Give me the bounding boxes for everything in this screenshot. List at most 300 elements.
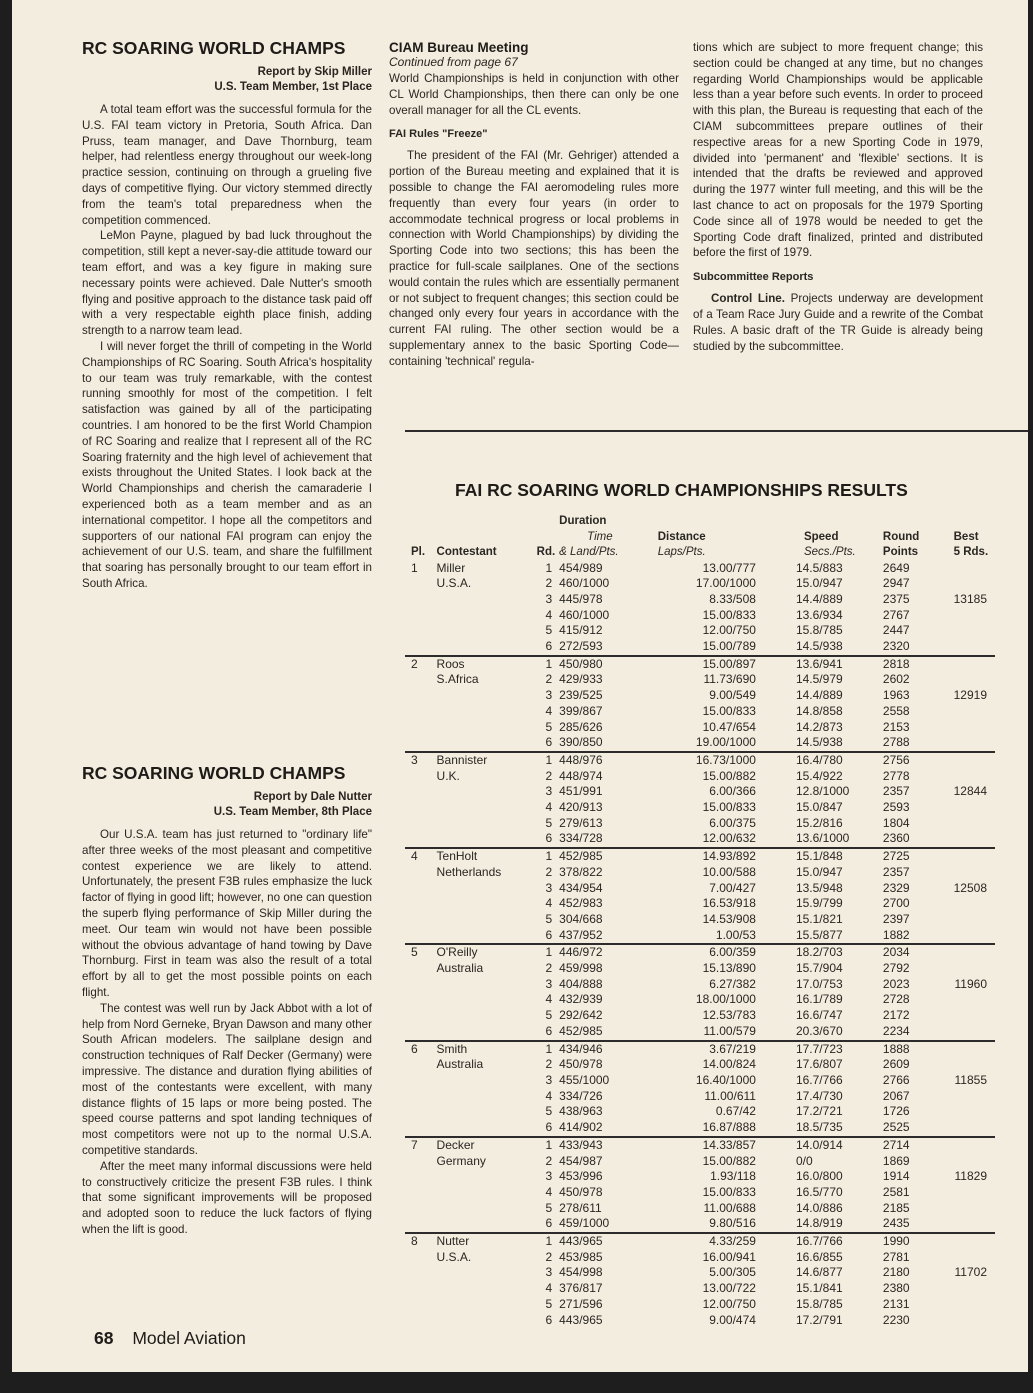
- best-five-cell: [954, 1250, 995, 1266]
- distance-cell: 15.13/890: [702, 961, 756, 976]
- round-cell: 3: [545, 591, 553, 606]
- speed-cell: 0/0: [795, 1153, 813, 1168]
- contestant-cell: [437, 704, 531, 720]
- contestant-cell: U.S.A.: [436, 576, 472, 591]
- round-points-cell: 2728: [882, 992, 910, 1007]
- round-points-cell: 2947: [882, 576, 910, 591]
- round-cell: 5: [545, 815, 553, 830]
- place-cell: 1: [411, 560, 418, 575]
- round-cell: 6: [530, 1024, 559, 1041]
- speed-cell: 16.0/800: [795, 1169, 843, 1184]
- speed-cell: 13.5/948: [795, 880, 843, 895]
- distance-cell: 7.00/427: [709, 880, 756, 895]
- contestant-cell: [437, 1297, 531, 1313]
- place-cell: [405, 1089, 437, 1105]
- duration-cell: 272/593: [559, 639, 650, 656]
- best-five-cell: [954, 831, 995, 848]
- contestant-cell: [437, 1201, 531, 1217]
- round-cell: 3: [545, 880, 553, 895]
- duration-cell: 415/912: [559, 623, 603, 638]
- place-cell: [405, 961, 437, 977]
- table-row: [405, 720, 995, 736]
- duration-cell: 404/888: [559, 976, 603, 991]
- contestant-cell: [437, 1216, 531, 1233]
- place-cell: [405, 623, 437, 639]
- speed-cell: 17.2/721: [795, 1104, 843, 1119]
- table-row: [405, 1265, 995, 1281]
- place-cell: [405, 1057, 437, 1073]
- contestant-cell: Netherlands: [436, 864, 502, 879]
- duration-cell: 448/974: [559, 768, 603, 783]
- section-divider: [405, 430, 1033, 432]
- round-points-cell: 1726: [882, 1104, 910, 1119]
- table-row: [405, 1008, 995, 1024]
- contestant-cell: U.K.: [436, 768, 460, 783]
- duration-cell: 448/976: [559, 752, 603, 767]
- contestant-cell: [437, 816, 531, 832]
- contestant-cell: Decker: [436, 1137, 475, 1152]
- place-cell: [405, 1169, 437, 1185]
- best-five-cell: [954, 561, 995, 577]
- best-five-cell: 13185: [953, 591, 987, 606]
- best-five-cell: 11960: [954, 976, 987, 991]
- round-points-cell: 2067: [882, 1088, 910, 1103]
- duration-cell: 455/1000: [559, 1073, 610, 1087]
- round-points-cell: 2525: [883, 1120, 954, 1137]
- speed-cell: 14.0/886: [795, 1200, 843, 1215]
- place-cell: [405, 816, 437, 832]
- speed-cell: 15.7/904: [795, 961, 843, 976]
- round-cell: 2: [545, 576, 553, 591]
- place-cell: 8: [411, 1234, 418, 1249]
- best-five-cell: [954, 608, 995, 624]
- speed-cell: 16.7/766: [795, 1234, 843, 1249]
- best-five-cell: 12508: [953, 880, 987, 895]
- round-cell: 1: [545, 945, 553, 960]
- table-row: [405, 896, 995, 912]
- round-cell: 2: [545, 672, 553, 687]
- round-points-cell: 2034: [882, 945, 910, 960]
- duration-cell: 446/972: [559, 945, 603, 960]
- round-cell: 4: [545, 1088, 553, 1103]
- place-cell: [405, 576, 437, 592]
- distance-cell: 9.80/516: [650, 1216, 796, 1233]
- table-row: [405, 865, 995, 881]
- distance-cell: 15.00/882: [702, 1153, 756, 1168]
- round-points-cell: 2131: [882, 1296, 910, 1311]
- round-points-cell: 2447: [882, 623, 910, 638]
- contestant-cell: Bannister: [436, 752, 488, 767]
- round-cell: 6: [530, 1120, 559, 1137]
- distance-cell: 11.00/611: [704, 1088, 756, 1103]
- distance-cell: 15.00/833: [702, 703, 756, 718]
- distance-cell: 6.00/375: [709, 815, 756, 830]
- duration-cell: 452/985: [559, 1024, 650, 1041]
- best-five-cell: [954, 1313, 995, 1329]
- results-body: [405, 561, 995, 1329]
- round-points-cell: 1888: [882, 1041, 910, 1056]
- speed-cell: 15.1/841: [795, 1281, 843, 1296]
- round-points-cell: 2357: [882, 784, 910, 799]
- table-row: [405, 1073, 995, 1089]
- duration-cell: 453/996: [559, 1169, 603, 1184]
- ciam-article-continued: [693, 40, 983, 354]
- speed-cell: 16.5/770: [795, 1184, 843, 1199]
- speed-cell: 12.8/1000: [795, 784, 850, 799]
- best-five-cell: [954, 720, 995, 736]
- best-five-cell: [954, 704, 995, 720]
- distance-cell: 12.00/632: [650, 831, 796, 848]
- round-points-cell: 2767: [882, 607, 910, 622]
- table-row: [405, 1201, 995, 1217]
- magazine-name: Model Aviation: [132, 1328, 246, 1348]
- contestant-cell: [437, 1073, 531, 1089]
- place-cell: [405, 1120, 437, 1137]
- contestant-cell: [437, 800, 531, 816]
- speed-cell: 13.6/934: [795, 607, 843, 622]
- speed-cell: 14.5/938: [796, 735, 883, 752]
- speed-cell: 16.7/766: [795, 1073, 843, 1087]
- contestant-cell: [437, 896, 531, 912]
- best-five-cell: [954, 896, 995, 912]
- place-cell: [405, 1185, 437, 1201]
- best-five-cell: [954, 1137, 995, 1154]
- best-five-cell: [954, 848, 995, 865]
- place-cell: [405, 1265, 437, 1281]
- round-cell: 4: [545, 1184, 553, 1199]
- table-row: [405, 977, 995, 993]
- best-five-cell: [954, 1233, 995, 1250]
- round-points-cell: 2153: [882, 719, 910, 734]
- table-row: [405, 1297, 995, 1313]
- round-points-cell: 1882: [883, 928, 954, 945]
- contestant-cell: [437, 623, 531, 639]
- best-five-cell: [954, 800, 995, 816]
- contestant-cell: [437, 608, 531, 624]
- place-cell: 7: [411, 1137, 418, 1152]
- contestant-cell: [437, 1008, 531, 1024]
- distance-cell: 0.67/42: [715, 1104, 756, 1119]
- best-five-cell: [954, 1008, 995, 1024]
- round-cell: 2: [545, 768, 553, 783]
- contestant-cell: [437, 977, 531, 993]
- speed-cell: 15.4/922: [795, 768, 843, 783]
- speed-cell: 18.2/703: [795, 945, 843, 960]
- round-cell: 2: [545, 1153, 553, 1168]
- table-row: [405, 576, 995, 592]
- distance-cell: 1.00/53: [650, 928, 796, 945]
- round-points-cell: 2700: [882, 896, 910, 911]
- speed-cell: 14.2/873: [795, 719, 843, 734]
- round-cell: 2: [545, 1249, 553, 1264]
- round-cell: 1: [545, 849, 553, 864]
- table-row: [405, 1169, 995, 1185]
- distance-cell: 5.00/305: [709, 1265, 756, 1280]
- round-cell: 3: [545, 1073, 553, 1087]
- duration-cell: 459/1000: [559, 1216, 650, 1233]
- speed-cell: 16.4/780: [795, 752, 843, 767]
- speed-cell: 14.8/919: [796, 1216, 883, 1233]
- best-five-cell: [954, 752, 995, 769]
- round-points-cell: 2581: [882, 1184, 910, 1199]
- contestant-cell: [437, 784, 531, 800]
- speed-cell: 14.4/889: [795, 688, 843, 703]
- best-five-cell: 12844: [953, 784, 987, 799]
- place-cell: 5: [411, 945, 418, 960]
- distance-cell: 11.00/688: [703, 1200, 756, 1215]
- place-cell: [405, 1154, 437, 1170]
- round-cell: 6: [545, 1312, 553, 1327]
- distance-cell: 6.27/382: [709, 976, 756, 991]
- place-cell: 4: [411, 849, 418, 864]
- duration-cell: 399/867: [559, 703, 603, 718]
- ciam-paragraph: tions which are subject to more frequent change; this section could be changed at any time, but no changes regarding World Championships would be applicable less than a year before such events. In order to proceed with this plan, the Bureau is requesting that each of the CIAM subcommittees prepare outlines of their respective areas for a new Sporting Code in 1979, divided into 'permanent' and 'flexible' sections. It is intended that the drafts be reviewed and approved during the 1977 winter full meeting, and this will be the last chance to act on proposals for the 1979 Sporting Code since all of 1978 would be needed to get the Sporting Code draft finalized, printed and distributed before the first of 1979.: [693, 41, 983, 260]
- speed-cell: 17.4/730: [795, 1088, 843, 1103]
- table-row: [405, 561, 995, 577]
- place-cell: [405, 912, 437, 928]
- distance-cell: 15.00/882: [702, 768, 756, 783]
- place-cell: [405, 720, 437, 736]
- round-points-cell: 2230: [882, 1312, 910, 1327]
- speed-cell: 16.1/789: [795, 992, 843, 1007]
- contestant-cell: [437, 1265, 531, 1281]
- magazine-page: [12, 0, 1028, 1372]
- round-points-cell: 1963: [882, 688, 910, 703]
- duration-cell: 414/902: [559, 1120, 650, 1137]
- duration-cell: 304/668: [559, 911, 603, 926]
- best-five-cell: [954, 656, 995, 673]
- distance-cell: 13.00/777: [702, 560, 756, 575]
- speed-cell: 14.5/883: [795, 560, 843, 575]
- distance-cell: 11.73/690: [703, 672, 756, 687]
- round-cell: 1: [545, 1041, 553, 1056]
- col-header-distance: [650, 514, 796, 561]
- duration-cell: 429/933: [559, 672, 603, 687]
- round-cell: 1: [545, 1234, 553, 1249]
- duration-cell: 453/985: [559, 1249, 603, 1264]
- article-paragraph: A total team effort was the successful formula for the U.S. FAI team victory in Pretoria, South Africa. Dan Pruss, team manager, and Dave Thornburg, team helper, had relentless energy throughout our week-long practice session, continuing on through a grueling five days of competitive flying. Our victory stemmed directly from the team's total preparedness when the competition commenced.: [82, 103, 372, 227]
- contestant-cell: TenHolt: [436, 849, 478, 864]
- best-five-cell: [954, 1185, 995, 1201]
- byline-author: Report by Skip Miller: [257, 66, 372, 78]
- round-cell: 6: [530, 928, 559, 945]
- points-label: Points: [882, 546, 919, 558]
- best-five-cell: [954, 865, 995, 881]
- contestant-cell: [437, 881, 531, 897]
- distance-cell: 9.00/474: [709, 1312, 756, 1327]
- round-points-cell: 2360: [883, 831, 954, 848]
- best-five-cell: [954, 816, 995, 832]
- best-sub-label: 5 Rds.: [953, 546, 989, 558]
- place-cell: [405, 1250, 437, 1266]
- round-points-cell: 2357: [882, 864, 910, 879]
- round-cell: 1: [545, 560, 553, 575]
- duration-cell: 434/946: [559, 1041, 603, 1056]
- table-row: [405, 800, 995, 816]
- distance-cell: 11.00/579: [650, 1024, 796, 1041]
- article-headline: RC SOARING WORLD CHAMPS: [82, 38, 346, 58]
- table-row: [405, 992, 995, 1008]
- table-row: [405, 608, 995, 624]
- best-five-cell: [954, 1297, 995, 1313]
- duration-cell: 378/822: [559, 864, 603, 879]
- contestant-cell: [437, 1281, 531, 1297]
- distance-cell: 16.00/941: [702, 1249, 756, 1264]
- contestant-cell: [437, 1169, 531, 1185]
- round-points-cell: 2766: [882, 1073, 910, 1087]
- distance-cell: 15.00/833: [702, 1184, 756, 1199]
- place-cell: [405, 881, 437, 897]
- distance-cell: 17.00/1000: [695, 576, 756, 591]
- distance-cell: 6.00/366: [709, 784, 756, 799]
- duration-cell: 438/963: [559, 1104, 603, 1119]
- runin-text: Projects underway are development of a Team Race Jury Guide and a rewrite of the Combat Rules. A basic draft of the TR Guide is already being studied by the subcommittee.: [693, 292, 983, 353]
- table-header-row: [405, 514, 995, 561]
- duration-cell: 334/726: [559, 1088, 603, 1103]
- duration-cell: 450/980: [559, 656, 603, 671]
- distance-cell: 1.93/118: [710, 1169, 756, 1184]
- contestant-cell: S.Africa: [436, 672, 479, 687]
- place-cell: [405, 784, 437, 800]
- round-points-cell: 1804: [882, 815, 910, 830]
- contestant-cell: [437, 1104, 531, 1120]
- distance-cell: 10.00/588: [702, 864, 756, 879]
- table-row: [405, 912, 995, 928]
- duration-cell: 443/965: [559, 1312, 603, 1327]
- round-cell: 5: [545, 623, 553, 638]
- round-points-cell: 2397: [882, 911, 910, 926]
- place-cell: [405, 672, 437, 688]
- speed-cell: 17.7/723: [795, 1041, 843, 1056]
- round-points-cell: 2023: [882, 976, 910, 991]
- duration-cell: 285/626: [559, 719, 603, 734]
- table-row: [405, 961, 995, 977]
- distance-cell: 15.00/897: [702, 656, 756, 671]
- round-cell: 5: [545, 1008, 553, 1023]
- best-five-cell: [954, 944, 995, 961]
- table-row: [405, 1233, 995, 1250]
- speed-cell: 17.2/791: [795, 1312, 843, 1327]
- table-row: [405, 1281, 995, 1297]
- table-row: [405, 656, 995, 673]
- round-cell: 5: [545, 719, 553, 734]
- distance-cell: 14.53/908: [702, 911, 756, 926]
- col-header-best: [954, 514, 995, 561]
- speed-cell: 16.6/855: [795, 1249, 843, 1264]
- distance-cell: 14.00/824: [702, 1057, 756, 1072]
- table-row: [405, 592, 995, 608]
- table-row: [405, 1137, 995, 1154]
- duration-cell: 334/728: [559, 831, 650, 848]
- page-number: 68: [94, 1328, 114, 1348]
- distance-cell: 13.00/722: [702, 1281, 756, 1296]
- table-row: [405, 1154, 995, 1170]
- contestant-cell: O'Reilly: [436, 945, 478, 960]
- table-row: [405, 881, 995, 897]
- duration-cell: 376/817: [559, 1281, 603, 1296]
- round-cell: 3: [545, 976, 553, 991]
- round-points-cell: 2329: [882, 880, 910, 895]
- round-points-cell: 2781: [882, 1249, 910, 1264]
- best-five-cell: [954, 639, 995, 656]
- place-cell: [405, 608, 437, 624]
- table-row: [405, 704, 995, 720]
- speed-cell: 14.4/889: [795, 591, 843, 606]
- distance-cell: 6.00/359: [709, 945, 756, 960]
- table-row: [405, 831, 995, 848]
- byline-block: [82, 790, 372, 820]
- place-cell: [405, 992, 437, 1008]
- best-five-cell: [954, 928, 995, 945]
- speed-cell: 17.6/807: [795, 1057, 843, 1072]
- continued-note: Continued from page 67: [389, 55, 518, 69]
- place-cell: [405, 1201, 437, 1217]
- contestant-cell: [437, 1313, 531, 1329]
- article-paragraph: I will never forget the thrill of competing in the World Championships of RC Soaring. South Africa's hospitality to our team was truly remarkable, with the contest running smoothly for most of the competition. I felt satisfaction was gained by all of the participating countries. I am honored to be the first World Champion of RC Soaring and realize that I represent all of the RC Soaring fraternity and the high level of achievement that exists throughout the United States. I look back at the World Championships and cherish the camaraderie I experienced both as a team member and as an international competitor. I hope all the competitors and supporters of our national FAI program can enjoy the achievement of our U.S. team, and share the fulfillment that soaring has personally brought to our team effort in South Africa.: [82, 339, 372, 590]
- round-cell: 4: [545, 800, 553, 815]
- contestant-cell: [437, 912, 531, 928]
- distance-cell: 19.00/1000: [650, 735, 796, 752]
- duration-cell: 454/998: [559, 1265, 603, 1280]
- speed-cell: 14.5/938: [796, 639, 883, 656]
- round-cell: 4: [545, 1281, 553, 1296]
- table-row: [405, 1104, 995, 1120]
- place-cell: [405, 735, 437, 752]
- table-row: [405, 623, 995, 639]
- table-row: [405, 672, 995, 688]
- best-five-cell: [954, 1057, 995, 1073]
- place-cell: [405, 896, 437, 912]
- round-points-cell: 2180: [882, 1265, 910, 1280]
- round-points-cell: 2778: [882, 768, 910, 783]
- round-cell: 6: [530, 639, 559, 656]
- round-cell: 3: [545, 1169, 553, 1184]
- results-table: [405, 514, 995, 1328]
- speed-cell: 18.5/735: [796, 1120, 883, 1137]
- round-points-cell: 2725: [882, 849, 910, 864]
- byline-author: Report by Dale Nutter: [253, 791, 372, 803]
- contestant-cell: [437, 639, 531, 656]
- round-cell: 4: [545, 703, 553, 718]
- speed-cell: 15.0/847: [795, 800, 843, 815]
- article-dale-nutter: [82, 763, 372, 1238]
- article-skip-miller: [82, 38, 372, 592]
- speed-cell: 15.8/785: [795, 623, 843, 638]
- table-row: [405, 769, 995, 785]
- contestant-cell: [437, 1185, 531, 1201]
- col-header-contestant: Contestant: [436, 546, 497, 558]
- best-five-cell: [954, 1216, 995, 1233]
- round-points-cell: 2649: [882, 560, 910, 575]
- duration-cell: 454/989: [559, 560, 603, 575]
- speed-cell: 17.0/753: [795, 976, 843, 991]
- best-five-cell: [954, 769, 995, 785]
- distance-cell: 15.00/833: [702, 800, 756, 815]
- best-five-cell: 11829: [954, 1169, 987, 1184]
- best-five-cell: [954, 1104, 995, 1120]
- place-cell: [405, 1216, 437, 1233]
- distance-cell: 14.33/857: [702, 1137, 756, 1152]
- round-points-cell: 2593: [882, 800, 910, 815]
- distance-cell: 14.93/892: [702, 849, 756, 864]
- distance-cell: 18.00/1000: [695, 992, 756, 1007]
- table-row: [405, 1041, 995, 1058]
- round-points-cell: 2788: [883, 735, 954, 752]
- duration-cell: 433/943: [559, 1137, 603, 1152]
- distance-cell: 9.00/549: [709, 688, 756, 703]
- round-points-cell: 2375: [882, 591, 910, 606]
- speed-label: Speed: [803, 530, 839, 543]
